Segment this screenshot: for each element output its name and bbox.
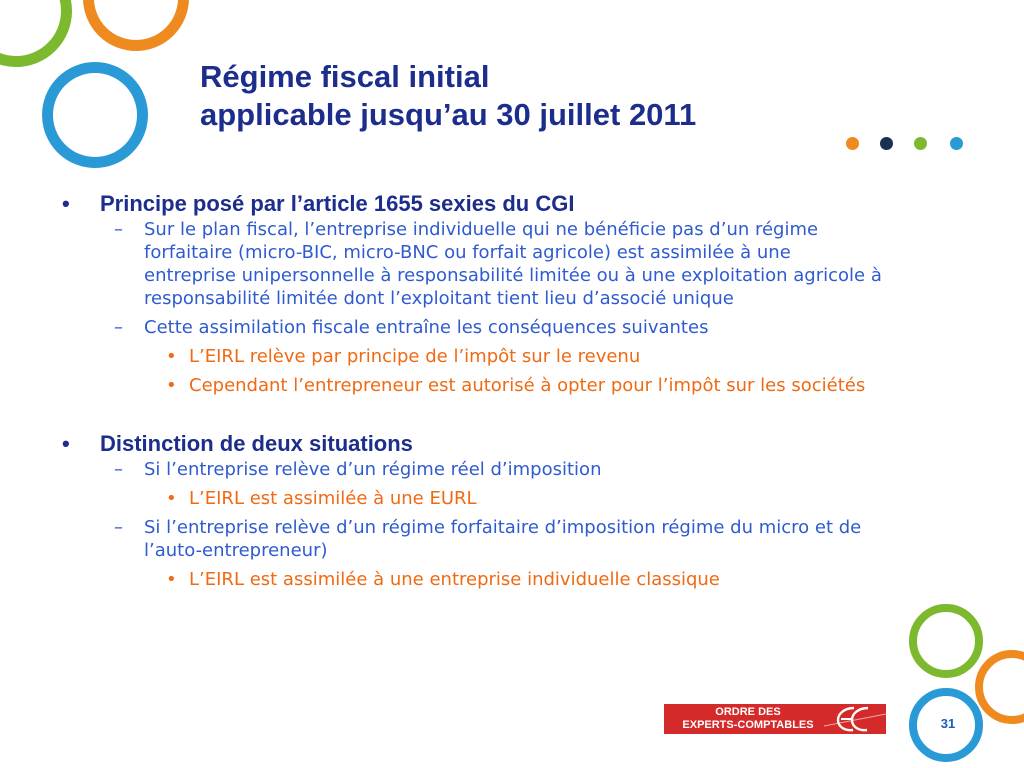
bullet-text: L’EIRL est assimilée à une EURL [189, 488, 477, 509]
decorative-dot-orange [846, 137, 859, 150]
bullet-level3 [62, 568, 882, 591]
bullet-marker: • [62, 431, 70, 456]
decorative-dot-blue [950, 137, 963, 150]
slide-title-line1: Régime fiscal initial [200, 59, 490, 94]
bullet-level3 [62, 374, 882, 397]
page-number: 31 [940, 716, 956, 731]
decorative-dot-navy [880, 137, 893, 150]
bullet-marker: • [166, 375, 177, 396]
logo-ec-mark-icon [824, 704, 886, 734]
bullet-marker: • [166, 346, 177, 367]
section-heading: Distinction de deux situations [100, 431, 413, 456]
decorative-ring-orange-bottom [975, 650, 1024, 724]
bullet-marker: • [166, 488, 177, 509]
dash-marker: – [114, 219, 123, 240]
bullet-level1 [62, 190, 882, 218]
decorative-ring-green-top [0, 0, 72, 67]
bullet-level2 [62, 316, 882, 339]
bullet-text: Cependant l’entrepreneur est autorisé à opter pour l’impôt sur les sociétés [189, 375, 866, 396]
decorative-ring-blue-top [42, 62, 148, 168]
bullet-level3 [62, 487, 882, 510]
dash-marker: – [114, 517, 123, 538]
section-heading: Principe posé par l’article 1655 sexies du CGI [100, 191, 575, 216]
bullet-text: Si l’entreprise relève d’un régime réel d’imposition [144, 459, 602, 480]
bullet-text: Si l’entreprise relève d’un régime forfaitaire d’imposition régime du micro et de l’auto-entrepreneur) [144, 517, 862, 561]
decorative-ring-green-bottom [909, 604, 983, 678]
bullet-marker: • [166, 569, 177, 590]
decorative-dot-green [914, 137, 927, 150]
bullet-level2 [62, 218, 882, 310]
logo-text: ORDRE DES EXPERTS-COMPTABLES [682, 706, 814, 731]
slide-body [62, 190, 882, 591]
bullet-text: Sur le plan fiscal, l’entreprise individuelle qui ne bénéficie pas d’un régime forfaitaire (micro-BIC, micro-BNC ou forfait agricole) est assimilée à une entreprise unipersonnelle à responsabilité limitée ou à une exploitation agricole à responsabilité limitée dont l’exploitant tient lieu d’associé unique [144, 219, 882, 309]
decorative-ring-orange-top [83, 0, 189, 51]
bullet-level3 [62, 345, 882, 368]
dash-marker: – [114, 317, 123, 338]
bullet-text: L’EIRL relève par principe de l’impôt sur le revenu [189, 346, 641, 367]
bullet-marker: • [62, 191, 70, 216]
bullet-text: Cette assimilation fiscale entraîne les conséquences suivantes [144, 317, 709, 338]
bullet-text: L’EIRL est assimilée à une entreprise individuelle classique [189, 569, 720, 590]
bullet-level2 [62, 516, 882, 562]
bullet-level1 [62, 430, 882, 458]
dash-marker: – [114, 459, 123, 480]
bullet-level2 [62, 458, 882, 481]
ordre-experts-comptables-logo [664, 704, 886, 734]
slide-title-line2: applicable jusqu’au 30 juillet 2011 [200, 97, 697, 132]
slide-title [200, 58, 696, 134]
